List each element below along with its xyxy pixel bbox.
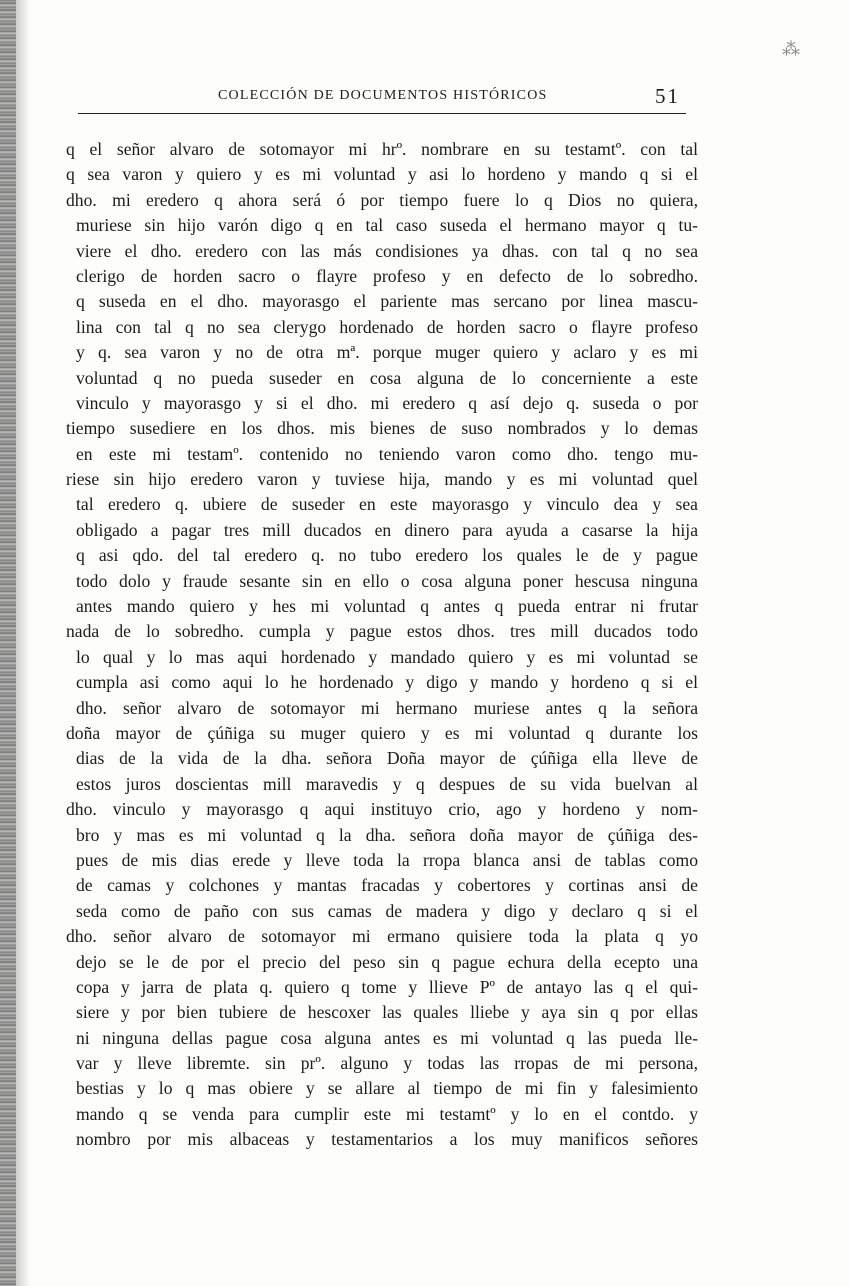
text-line: en este mi testamº. contenido no teniendo varon como dho. tengo mu- <box>76 443 698 464</box>
text-line: obligado a pagar tres mill ducados en dinero para ayuda a casarse la hija <box>76 519 698 540</box>
body-text <box>66 137 698 1153</box>
text-line: pues de mis dias erede y lleve toda la rropa blanca ansi de tablas como <box>76 849 698 870</box>
text-line: voluntad q no pueda suseder en cosa alguna de lo concerniente a este <box>76 367 698 388</box>
text-line: cumpla asi como aqui lo he hordenado y digo y mando y hordeno q si el <box>76 672 698 693</box>
text-line: q asi qdo. del tal eredero q. no tubo eredero los quales le de y pague <box>76 545 698 566</box>
text-line: nombro por mis albaceas y testamentarios a los muy manificos señores <box>76 1129 698 1150</box>
text-line: dejo se le de por el precio del peso sin q pague echura della ecepto una <box>76 951 698 972</box>
text-line: viere el dho. eredero con las más condisiones ya dhas. con tal q no sea <box>76 240 698 261</box>
text-line: tiempo susediere en los dhos. mis bienes de suso nombrados y lo demas <box>66 418 698 439</box>
text-line: seda como de paño con sus camas de madera y digo y declaro q si el <box>76 900 698 921</box>
header-rule <box>78 113 686 114</box>
text-line: todo dolo y fraude sesante sin en ello o cosa alguna poner hescusa ninguna <box>76 570 698 591</box>
binding-edge <box>0 0 16 1286</box>
text-line: q suseda en el dho. mayorasgo el pariente mas sercano por linea mascu- <box>76 291 698 312</box>
text-line: doña mayor de çúñiga su muger quiero y es mi voluntad q durante los <box>66 722 698 743</box>
text-line: dias de la vida de la dha. señora Doña mayor de çúñiga ella lleve de <box>76 748 698 769</box>
text-line: dho. vinculo y mayorasgo q aqui instituyo crio, ago y hordeno y nom- <box>66 799 698 820</box>
text-line: riese sin hijo eredero varon y tuviese hija, mando y es mi voluntad quel <box>66 469 698 490</box>
page-number: 51 <box>655 84 680 108</box>
text-line: q sea varon y quiero y es mi voluntad y asi lo hordeno y mando q si el <box>66 164 698 185</box>
text-line: q el señor alvaro de sotomayor mi hrº. nombrare en su testamtº. con tal <box>66 139 698 159</box>
text-line: nada de lo sobredho. cumpla y pague estos dhos. tres mill ducados todo <box>66 621 698 642</box>
text-line: copa y jarra de plata q. quiero q tome y llieve Pº de antayo las q el qui- <box>76 976 698 997</box>
text-line: y q. sea varon y no de otra mª. porque muger quiero y aclaro y es mi <box>76 342 698 363</box>
text-line: var y lleve libremte. sin prº. alguno y todas las rropas de mi persona, <box>76 1053 698 1074</box>
text-line: bro y mas es mi voluntad q la dha. señora doña mayor de çúñiga des- <box>76 824 698 845</box>
text-line: de camas y colchones y mantas fracadas y cobertores y cortinas ansi de <box>76 875 698 896</box>
running-header <box>78 84 686 114</box>
text-line: muriese sin hijo varón digo q en tal caso suseda el hermano mayor q tu- <box>76 215 698 236</box>
text-line: vinculo y mayorasgo y si el dho. mi eredero q así dejo q. suseda o por <box>76 392 698 413</box>
text-line: ni ninguna dellas pague cosa alguna antes es mi voluntad q las pueda lle- <box>76 1027 698 1048</box>
text-line: mando q se venda para cumplir este mi testamtº y lo en el contdo. y <box>76 1103 698 1124</box>
running-title: COLECCIÓN DE DOCUMENTOS HISTÓRICOS <box>218 88 548 103</box>
text-line: estos juros doscientas mill maravedis y q despues de su vida buelvan al <box>76 773 698 794</box>
binding-shadow <box>16 0 30 1286</box>
text-line: dho. mi eredero q ahora será ó por tiempo fuere lo q Dios no quiera, <box>66 189 698 210</box>
text-line: dho. señor alvaro de sotomayor mi hermano muriese antes q la señora <box>76 697 698 718</box>
text-line: antes mando quiero y hes mi voluntad q antes q pueda entrar ni frutar <box>76 596 698 617</box>
text-line: clerigo de horden sacro o flayre profeso y en defecto de lo sobredho. <box>76 265 698 286</box>
text-line: siere y por bien tubiere de hescoxer las quales lliebe y aya sin q por ellas <box>76 1002 698 1023</box>
text-line: lina con tal q no sea clerygo hordenado de horden sacro o flayre profeso <box>76 316 698 337</box>
text-line: dho. señor alvaro de sotomayor mi ermano quisiere toda la plata q yo <box>66 926 698 947</box>
text-line: lo qual y lo mas aqui hordenado y mandado quiero y es mi voluntad se <box>76 646 698 667</box>
text-line: bestias y lo q mas obiere y se allare al tiempo de mi fin y falesimiento <box>76 1078 698 1099</box>
text-line: tal eredero q. ubiere de suseder en este mayorasgo y vinculo dea y sea <box>76 494 698 515</box>
scan-speck-icon: ⁂ <box>782 39 800 59</box>
